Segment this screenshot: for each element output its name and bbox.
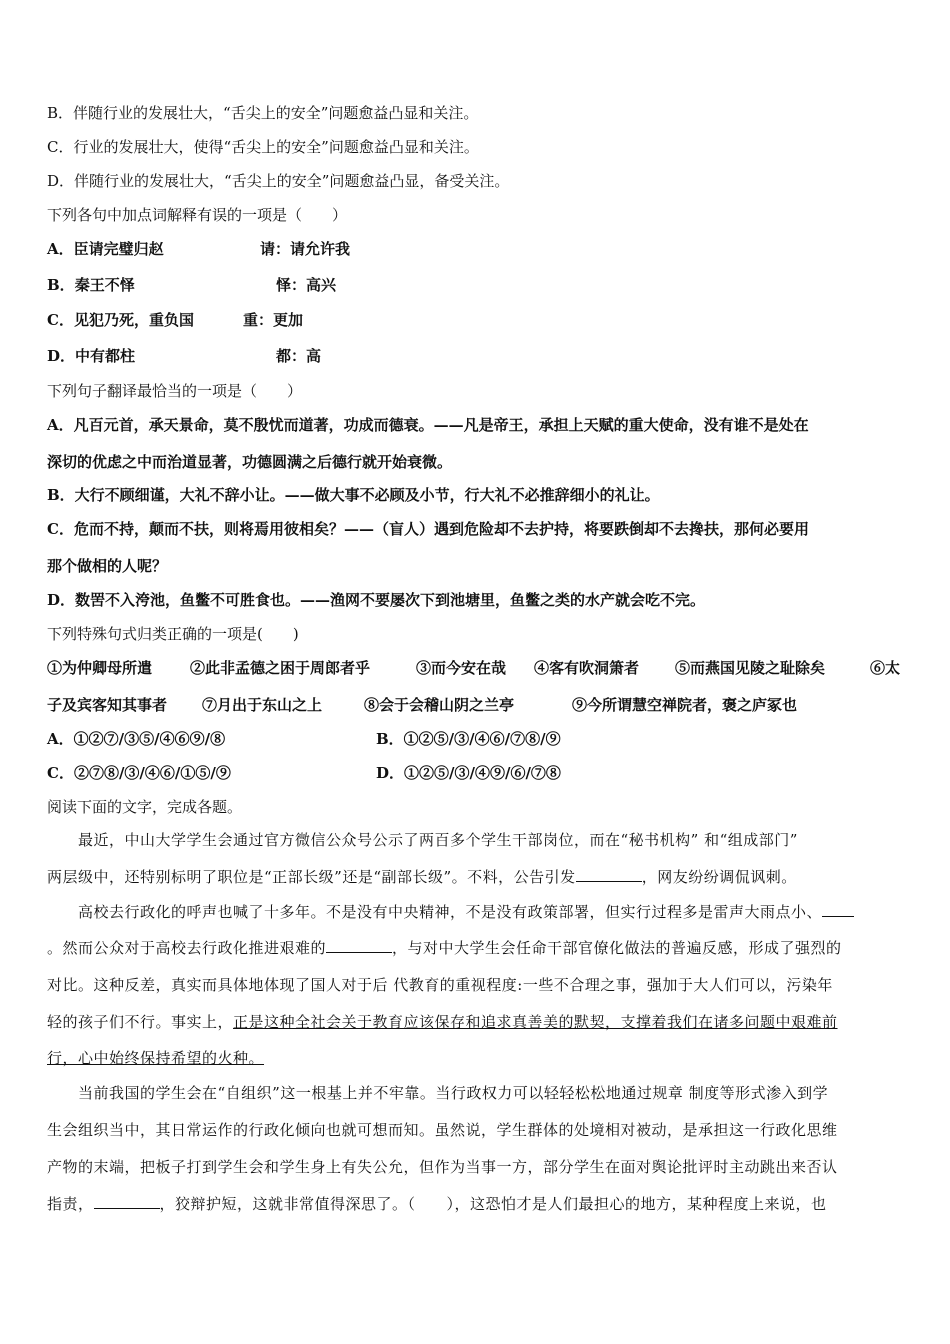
passage-p2-line5: 行，心中始终保持希望的火种。	[47, 1049, 265, 1067]
passage-text: 。然而公众对于高校去行政化推进艰难的	[47, 939, 327, 957]
option-d-prev: D．伴随行业的发展壮大，“舌尖上的安全”问题愈益凸显，备受关注。	[47, 172, 510, 190]
fill-blank	[822, 902, 854, 917]
translate-option-b: B．大行不顾细谨，大礼不辞小让。——做大事不必顾及小节，行大礼不必推辞细小的礼让。	[47, 486, 660, 504]
passage-text: 指责，	[47, 1195, 94, 1213]
syntax-item: ⑨今所谓慧空禅院者，褒之庐冢也	[572, 696, 798, 714]
syntax-item: ②此非孟德之困于周郎者乎	[190, 659, 371, 677]
translate-option-d: D．数罟不入洿池，鱼鳖不可胜食也。——渔网不要屡次下到池塘里，鱼鳖之类的水产就会吃不完。	[47, 591, 706, 609]
syntax-option-c: C．②⑦⑧/③/④⑥/①⑤/⑨	[47, 764, 231, 782]
option-letter: C．	[47, 311, 74, 329]
passage-p1-line1: 最近，中山大学学生会通过官方微信公众号公示了两百多个学生干部岗位，而在“秘书机构” 和“组成部门”	[78, 831, 798, 849]
passage-text: 轻的孩子们不行。事实上，	[47, 1013, 234, 1031]
translate-option-a-line2: 深切的优虑之中而治道显著，功德圆满之后德行就开始衰微。	[47, 453, 453, 471]
fill-blank	[326, 938, 392, 953]
translate-option-a-line1: A．凡百元首，承天景命，莫不殷忧而道著，功成而德衰。——凡是帝王，承担上天赋的重大使命，没有谁不是处在	[47, 416, 809, 434]
word-option-a	[47, 239, 164, 259]
word-option-d	[47, 346, 135, 366]
option-sentence: 中有都柱	[75, 347, 136, 365]
option-sentence: 秦王不怿	[74, 276, 135, 294]
word-option-b	[47, 275, 135, 295]
passage-text: ，狡辩护短，这就非常值得深思了。（ ），这恐怕才是人们最担心的地方，某种程度上来说，也	[159, 1195, 827, 1213]
word-gloss-a: 请：请允许我	[260, 240, 351, 258]
option-letter: A．	[47, 240, 74, 258]
syntax-item: ③而今安在哉	[416, 659, 507, 677]
option-sentence: 见犯乃死，重负国	[73, 311, 194, 329]
syntax-option-b: B．①②⑤/③/④⑥/⑦⑧/⑨	[376, 730, 561, 748]
question-stem-syntax: 下列特殊句式归类正确的一项是( )	[47, 625, 299, 643]
question-stem-translate: 下列句子翻译最恰当的一项是（ ）	[47, 382, 303, 400]
option-b-prev: B．伴随行业的发展壮大，“舌尖上的安全”问题愈益凸显和关注。	[47, 104, 479, 122]
passage-p2-line1	[78, 902, 854, 922]
word-option-c	[47, 310, 194, 330]
fill-blank	[576, 867, 642, 882]
option-c-prev: C．行业的发展壮大，使得“舌尖上的安全”问题愈益凸显和关注。	[47, 138, 479, 156]
translate-option-c-line1: C．危而不持，颠而不扶，则将焉用彼相矣？——（盲人）遇到危险却不去护持，将要跌倒却不去搀扶，那何必要用	[47, 520, 809, 538]
syntax-option-d: D．①②⑤/③/④⑨/⑥/⑦⑧	[376, 764, 561, 782]
syntax-option-a: A．①②⑦/③⑤/④⑥⑨/⑧	[47, 730, 226, 748]
passage-p3-line4	[47, 1194, 827, 1214]
syntax-item: 子及宾客知其事者	[47, 696, 168, 714]
word-gloss-b: 怿：高兴	[276, 276, 337, 294]
syntax-item: ⑤而燕国见陵之耻除矣	[675, 659, 826, 677]
syntax-item: ⑥太	[870, 659, 901, 677]
passage-p2-line4	[47, 1012, 838, 1032]
word-gloss-d: 都：高	[276, 347, 322, 365]
syntax-item: ⑦月出于东山之上	[202, 696, 323, 714]
passage-p1-line2	[47, 867, 797, 887]
option-letter: B．	[47, 276, 75, 294]
passage-text: 两层级中，还特别标明了职位是“正部长级”还是“副部长级”。不料，公告引发	[47, 868, 576, 886]
passage-p3-line1: 当前我国的学生会在“自组织”这一根基上并不牢靠。当行政权力可以轻轻松松地通过规章 制度等形式渗入到学	[78, 1084, 829, 1102]
translate-option-c-line2: 那个做相的人呢？	[47, 557, 168, 575]
underlined-sentence: 正是这种全社会关于教育应该保存和追求真善美的默契，支撑着我们在诸多问题中艰难前	[233, 1013, 838, 1031]
syntax-item: ④客有吹洞箫者	[534, 659, 640, 677]
syntax-item: ⑧会于会稽山阴之兰亭	[364, 696, 515, 714]
passage-p3-line2: 生会组织当中，其日常运作的行政化倾向也就可想而知。虽然说，学生群体的处境相对被动，是承担这一行政化思维	[47, 1121, 838, 1139]
passage-text: 高校去行政化的呼声也喊了十多年。不是没有中央精神，不是没有政策部署，但实行过程多是雷声大雨点小、	[78, 903, 823, 921]
passage-p2-line2	[47, 938, 842, 958]
passage-text: ，网友纷纷调侃讽刺。	[641, 868, 797, 886]
syntax-item: ①为仲卿母所遣	[47, 659, 153, 677]
passage-text: ，与对中大学生会任命干部官僚化做法的普遍反感，形成了强烈的	[392, 939, 842, 957]
passage-p3-line3: 产物的末端，把板子打到学生会和学生身上有失公允，但作为当事一方，部分学生在面对舆论批评时主动跳出来否认	[47, 1158, 838, 1176]
question-stem-words: 下列各句中加点词解释有误的一项是（ ）	[47, 206, 348, 224]
passage-p2-line3: 对比。这种反差，真实而具体地体现了国人对于后 代教育的重视程度:一些不合理之事，强加于大人们可以，污染年	[47, 976, 833, 994]
option-letter: D．	[47, 347, 76, 365]
reading-intro: 阅读下面的文字，完成各题。	[47, 798, 243, 816]
fill-blank	[94, 1194, 160, 1209]
word-gloss-c: 重：更加	[243, 311, 304, 329]
option-sentence: 臣请完璧归赵	[73, 240, 164, 258]
